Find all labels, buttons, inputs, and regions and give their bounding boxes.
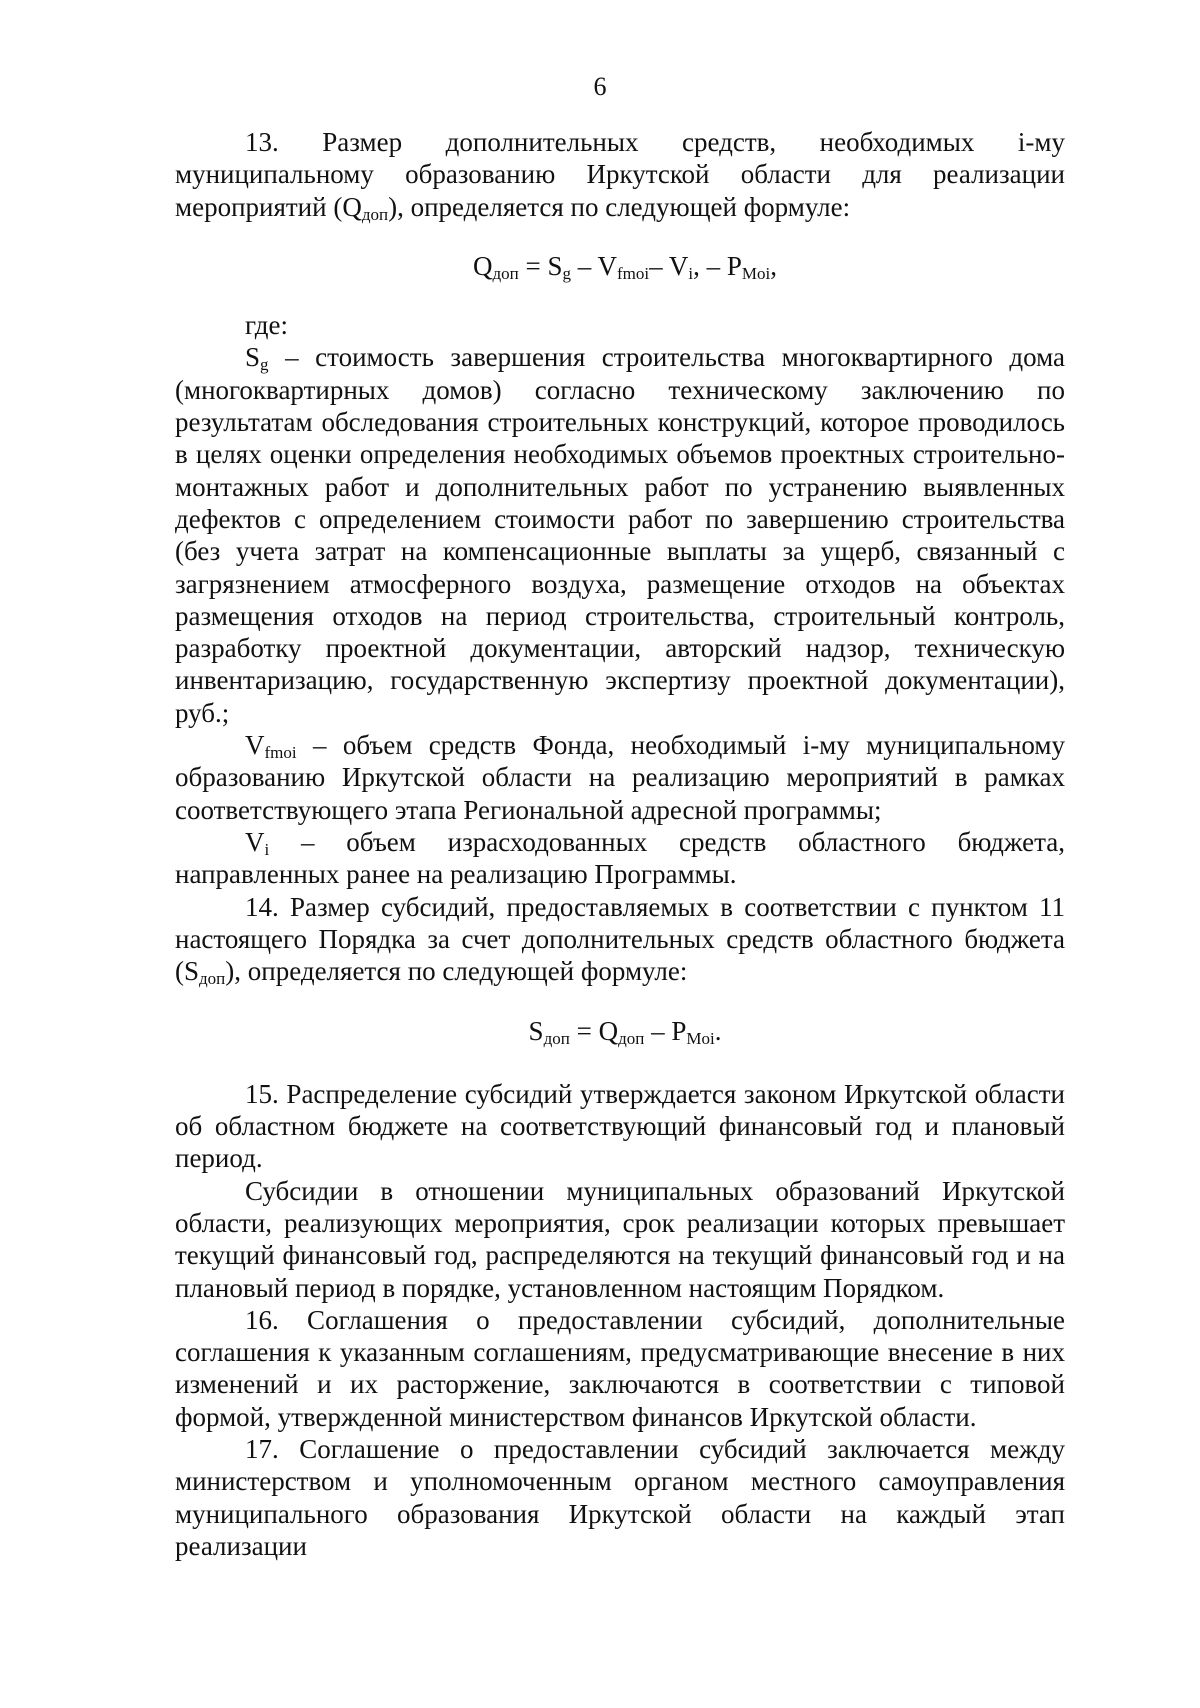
formula-op: = — [569, 1016, 599, 1047]
paragraph-15: 15. Распределение субсидий утверждается законом Иркутской области об областном бюджете на соответствующий финансовый год и плановый период. — [175, 1078, 1065, 1174]
formula-sub: fmoi — [617, 263, 650, 283]
formula-op: . — [714, 1016, 722, 1047]
formula-sub: Moi — [686, 1029, 715, 1049]
definition-vi — [175, 826, 1065, 891]
formula-sub: g — [562, 263, 571, 283]
paragraph-14-tail: ), определяется по следующей формуле: — [225, 956, 688, 987]
definition-text: – объем средств Фонда, необходимый i-му муниципальному образованию Иркутской области на реализацию мероприятий в рамках соответствующего этапа Региональной адресной программы; — [175, 730, 1065, 825]
formula-symbol: P — [726, 250, 742, 281]
symbol-v: V — [245, 730, 265, 761]
paragraph-14-text: 14. Размер субсидий, предоставляемых в соответствии с пунктом 11 настоящего Порядка за счет дополнительных средств областного бюджета (S — [175, 891, 1065, 987]
formula-symbol: Q — [472, 250, 493, 281]
definition-vfmoi — [175, 729, 1065, 826]
formula-symbol: S — [528, 1016, 544, 1047]
formula-op: – — [649, 250, 669, 281]
symbol-sub: g — [260, 355, 269, 375]
paragraph-14 — [175, 891, 1065, 988]
s-sub: доп — [199, 969, 226, 989]
formula-sub: доп — [492, 263, 519, 283]
formula-op: – — [571, 250, 598, 281]
definition-text: – стоимость завершения строительства многоквартирного дома (многоквартирных домов) согласно техническому заключению по результатам обследования строительных конструкций, которое проводилось в целях оценки определения необходимых объемов проектных строительно-монтажных работ и дополнительных работ по устранению выявленных дефектов с определением стоимости работ по завершению строительства (без учета затрат на компенсационные выплаты за ущерб, связанный с загрязнением атмосферного воздуха, размещение отходов на объектах размещения отходов на период строительства, строительный контроль, разработку проектной документации, авторский надзор, техническую инвентаризацию, государственную экспертизу проектной документации), руб.; — [175, 342, 1065, 728]
formula-s-dop — [175, 1015, 1065, 1047]
formula-symbol: V — [668, 250, 689, 281]
formula-op: – — [644, 1016, 672, 1047]
definition-text: – объем израсходованных средств областного бюджета, направленных ранее на реализацию Программы. — [175, 826, 1065, 890]
formula-sub: доп — [618, 1029, 645, 1049]
q-sub: доп — [361, 204, 389, 224]
symbol-sub: fmoi — [264, 743, 297, 763]
symbol-v: V — [245, 826, 265, 857]
paragraph-17: 17. Соглашение о предоставлении субсидий заключается между министерством и уполномоченным органом местного самоуправления муниципального образования Иркутской области на каждый этап реализации — [175, 1433, 1065, 1561]
paragraph-13-tail: ), определяется по следующей формуле: — [388, 191, 851, 222]
formula-sub: доп — [543, 1029, 570, 1049]
paragraph-13 — [175, 126, 1065, 223]
definition-sg — [175, 341, 1065, 729]
formula-op: , – — [693, 250, 727, 281]
formula-sub: i — [688, 263, 694, 283]
formula-symbol: Q — [598, 1016, 619, 1047]
formula-symbol: V — [597, 250, 618, 281]
formula-op: = — [518, 250, 548, 281]
page-number: 6 — [593, 72, 607, 101]
paragraph-13-text: 13. Размер дополнительных средств, необходимых i-му муниципальному образованию Иркутской области для реализации мероприятий (Q — [175, 127, 1065, 222]
paragraph-15-subsidies: Субсидии в отношении муниципальных образований Иркутской области, реализующих мероприятия, срок реализации которых превышает текущий финансовый год, распределяются на текущий финансовый год и на плановый период в порядке, установленном настоящим Порядком. — [175, 1175, 1065, 1303]
formula-symbol: S — [547, 250, 563, 281]
paragraph-16: 16. Соглашения о предоставлении субсидий, дополнительные соглашения к указанным соглашениям, предусматривающие внесение в них изменений и их расторжение, заключаются в соответствии с типовой формой, утвержденной министерством финансов Иркутской области. — [175, 1304, 1065, 1432]
symbol-s: S — [245, 342, 261, 373]
symbol-sub: i — [264, 839, 270, 859]
where-label: где: — [245, 310, 288, 341]
formula-op: , — [770, 250, 777, 281]
formula-symbol: P — [671, 1016, 687, 1047]
document-body — [175, 126, 1065, 1562]
formula-sub: Moi — [741, 263, 771, 283]
formula-q-dop — [175, 250, 1065, 282]
